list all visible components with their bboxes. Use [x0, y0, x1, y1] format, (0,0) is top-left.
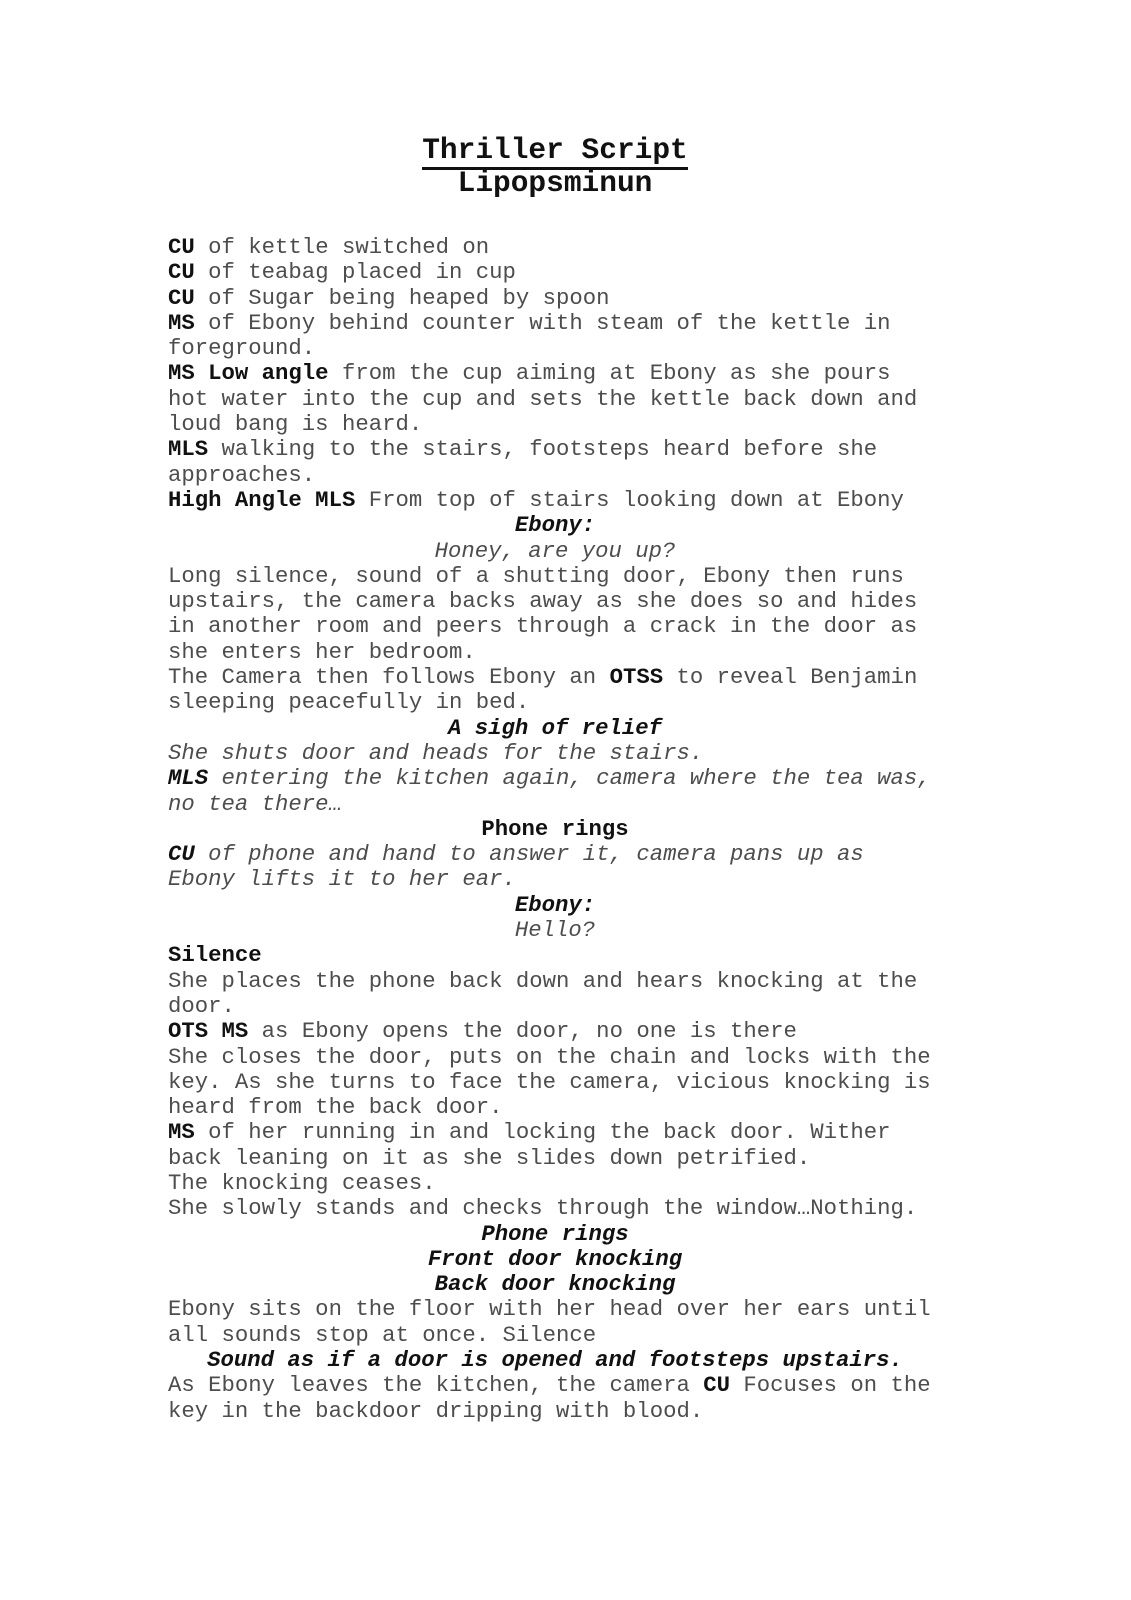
script-line — [168, 437, 942, 462]
script-emphasis: Phone rings — [481, 1220, 629, 1247]
script-line — [168, 716, 942, 741]
script-text: Focuses on the — [729, 1372, 931, 1399]
script-text: of Ebony behind counter with steam of the kettle in — [194, 309, 891, 336]
script-line — [168, 539, 942, 564]
script-text: to reveal Benjamin — [663, 664, 918, 691]
script-text: loud bang is heard. — [168, 411, 423, 438]
script-text: She places the phone back down and hears knocking at the — [168, 967, 918, 994]
script-line — [168, 1222, 942, 1247]
script-line — [168, 792, 942, 817]
script-text: key. As she turns to face the camera, vicious knocking is — [168, 1068, 931, 1095]
script-line — [168, 766, 942, 791]
script-emphasis: Back door knocking — [434, 1271, 676, 1298]
script-emphasis: Phone rings — [481, 815, 629, 842]
script-line — [168, 488, 942, 513]
script-line — [168, 286, 942, 311]
script-line — [168, 842, 942, 867]
script-emphasis: High Angle MLS — [168, 486, 356, 513]
script-text: Hello? — [514, 917, 596, 944]
script-line — [168, 1323, 942, 1348]
script-line — [168, 1146, 942, 1171]
script-line — [168, 1019, 942, 1044]
script-line — [168, 1297, 942, 1322]
script-text: from the cup aiming at Ebony as she pours — [328, 360, 891, 387]
script-line — [168, 513, 942, 538]
script-text: upstairs, the camera backs away as she does so and hides — [168, 588, 918, 615]
script-text: entering the kitchen again, camera where the tea was, — [208, 765, 931, 792]
script-line — [168, 640, 942, 665]
script-text: of her running in and locking the back door. Wither — [194, 1119, 891, 1146]
script-text: She shuts door and heads for the stairs. — [168, 739, 704, 766]
script-line — [168, 867, 942, 892]
script-line — [168, 235, 942, 260]
script-emphasis: OTSS — [609, 664, 664, 691]
script-text: As Ebony leaves the kitchen, the camera — [168, 1372, 704, 1399]
script-emphasis: Ebony: — [514, 512, 596, 539]
script-text: From top of stairs looking down at Ebony — [355, 486, 904, 513]
script-emphasis: MS — [168, 309, 195, 336]
script-text: hot water into the cup and sets the kettle back down and — [168, 385, 918, 412]
script-text: no tea there… — [168, 790, 342, 817]
script-line — [168, 1247, 942, 1272]
script-line — [168, 1399, 942, 1424]
script-line — [168, 1120, 942, 1145]
script-emphasis: MS Low angle — [168, 360, 329, 387]
script-line — [168, 817, 942, 842]
script-line — [168, 1272, 942, 1297]
script-text: of kettle switched on — [194, 234, 490, 260]
script-text: Honey, are you up? — [434, 537, 676, 564]
script-emphasis: CU — [168, 841, 195, 868]
script-text: She closes the door, puts on the chain and locks with the — [168, 1043, 931, 1070]
script-emphasis: MLS — [168, 765, 209, 792]
script-emphasis: A sigh of relief — [447, 714, 663, 741]
script-text: approaches. — [168, 461, 316, 488]
script-text: door. — [168, 992, 235, 1019]
script-line — [168, 589, 942, 614]
script-line — [168, 387, 942, 412]
script-emphasis: CU — [168, 234, 195, 260]
script-emphasis: MLS — [168, 436, 209, 463]
script-text: key in the backdoor dripping with blood. — [168, 1397, 704, 1424]
script-text: she enters her bedroom. — [168, 638, 476, 665]
script-text: walking to the stairs, footsteps heard before she — [208, 436, 878, 463]
script-emphasis: Silence — [168, 942, 262, 969]
script-text: Ebony sits on the floor with her head over her ears until — [168, 1296, 931, 1323]
script-line — [168, 1348, 942, 1373]
script-line — [168, 1095, 942, 1120]
script-line — [168, 1373, 942, 1398]
script-title — [168, 133, 942, 167]
script-line — [168, 665, 942, 690]
script-text: as Ebony opens the door, no one is there — [248, 1018, 797, 1045]
script-line — [168, 969, 942, 994]
script-line — [168, 1171, 942, 1196]
script-line — [168, 412, 942, 437]
script-line — [168, 918, 942, 943]
script-text: Long silence, sound of a shutting door, Ebony then runs — [168, 562, 904, 589]
script-line — [168, 1070, 942, 1095]
script-line — [168, 260, 942, 285]
script-text: The Camera then follows Ebony an — [168, 664, 610, 691]
script-emphasis: Ebony: — [514, 891, 596, 918]
script-text: sleeping peacefully in bed. — [168, 689, 530, 716]
script-line — [168, 336, 942, 361]
script-line — [168, 1196, 942, 1221]
script-emphasis: OTS MS — [168, 1018, 249, 1045]
script-text: back leaning on it as she slides down petrified. — [168, 1144, 811, 1171]
script-body — [168, 235, 942, 1424]
script-emphasis: Front door knocking — [427, 1245, 683, 1272]
script-emphasis: CU — [168, 259, 195, 286]
script-line — [168, 741, 942, 766]
script-emphasis: Sound as if a door is opened and footsteps upstairs. — [207, 1347, 903, 1374]
script-text: of teabag placed in cup — [194, 259, 516, 286]
script-line — [168, 564, 942, 589]
script-title-text: Thriller Script — [422, 133, 688, 170]
script-emphasis: CU — [703, 1372, 730, 1399]
script-emphasis: CU — [168, 284, 195, 311]
script-emphasis: MS — [168, 1119, 195, 1146]
script-line — [168, 943, 942, 968]
script-line — [168, 893, 942, 918]
script-text: all sounds stop at once. Silence — [168, 1321, 597, 1348]
script-text: Ebony lifts it to her ear. — [168, 866, 516, 893]
script-line — [168, 361, 942, 386]
script-line — [168, 463, 942, 488]
script-line — [168, 690, 942, 715]
script-line — [168, 1045, 942, 1070]
script-line — [168, 614, 942, 639]
script-text: heard from the back door. — [168, 1094, 503, 1121]
script-text: She slowly stands and checks through the window…Nothing. — [168, 1195, 918, 1222]
script-text: The knocking ceases. — [168, 1169, 436, 1196]
script-line — [168, 311, 942, 336]
script-text: of phone and hand to answer it, camera pans up as — [194, 841, 864, 868]
script-text: of Sugar being heaped by spoon — [194, 284, 610, 311]
script-line — [168, 994, 942, 1019]
script-subtitle: Lipopsminun — [457, 166, 653, 200]
script-text: foreground. — [168, 335, 316, 362]
script-text: in another room and peers through a crack in the door as — [168, 613, 918, 640]
